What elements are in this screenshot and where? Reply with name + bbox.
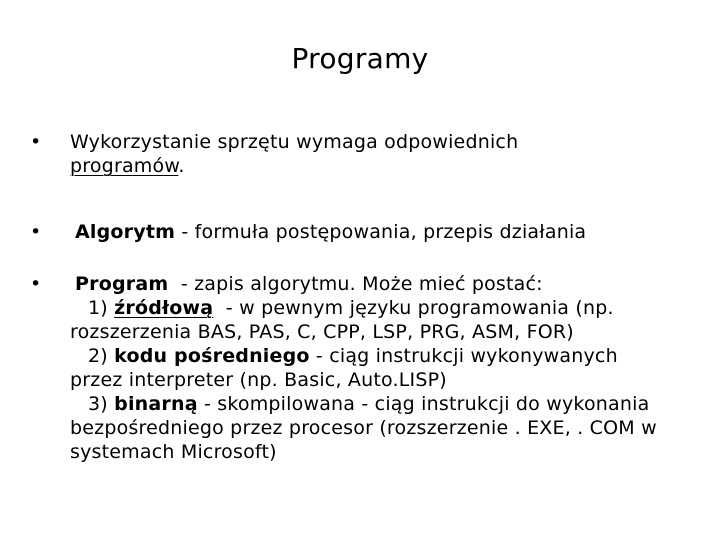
bullet-usage-period: . [178,155,185,177]
program-form-3-cont1: bezpośredniego przez procesor (rozszerzenie . EXE, . COM w [70,417,657,439]
form-2-description: - ciąg instrukcji wykonywanych [309,345,618,367]
form-1-term: źródłową [114,297,214,319]
bullet-dot: • [30,131,42,153]
program-forms-list [70,296,670,464]
program-form-1-cont: rozszerzenia BAS, PAS, C, CPP, LSP, PRG, ASM, FOR) [70,321,574,343]
program-form-3 [70,392,670,416]
bullet-algorithm-text [75,220,675,244]
program-intro: - zapis algorytmu. Może mieć postać: [168,273,543,295]
program-form-2-cont: przez interpreter (np. Basic, Auto.LISP) [70,369,447,391]
program-form-1 [70,296,670,320]
form-3-description: - skompilowana - ciąg instrukcji do wykonania [197,393,650,415]
program-form-3-cont2: systemach Microsoft) [70,441,277,463]
form-3-term: binarną [114,393,198,415]
bullet-dot: • [30,221,42,243]
program-term: Program [75,273,169,295]
slide-title: Programy [291,42,429,75]
bullet-usage-text [70,130,670,178]
programs-link: programów [70,155,179,177]
bullet-usage-line2 [70,154,670,178]
program-form-2 [70,344,670,368]
form-2-number: 2) [88,345,115,367]
form-1-description: - w pewnym języku programowania (np. [213,297,614,319]
program-intro-line [75,272,675,296]
form-3-number: 3) [88,393,115,415]
bullet-dot: • [30,273,42,295]
form-2-term: kodu pośredniego [114,345,310,367]
form-1-number: 1) [88,297,115,319]
bullet-algorithm-line [75,220,675,244]
algorithm-definition: - formuła postępowania, przepis działania [175,221,587,243]
bullet-program-text [75,272,675,296]
bullet-usage-line1: Wykorzystanie sprzętu wymaga odpowiednich [70,131,519,153]
algorithm-term: Algorytm [75,221,176,243]
